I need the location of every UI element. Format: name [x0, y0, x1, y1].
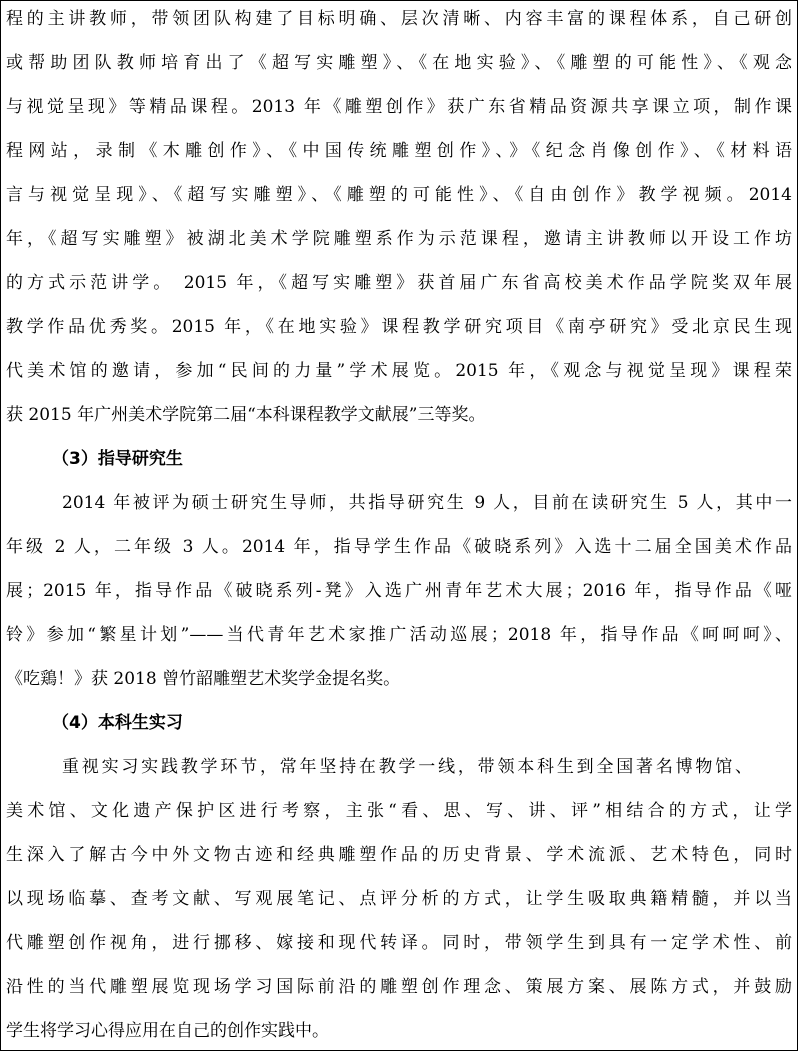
paragraph-line: 沿性的当代雕塑展览现场学习国际前沿的雕塑创作理念、策展方案、展陈方式，并鼓励: [6, 977, 792, 997]
paragraph-line: 2014 年被评为硕士研究生导师，共指导研究生 9 人，目前在读研究生 5 人，其中一: [62, 493, 792, 513]
paragraph-line: 学生将学习心得应用在自己的创作实践中。: [6, 1021, 329, 1041]
paragraph-line: 教学作品优秀奖。2015 年，《在地实验》课程教学研究项目《南亭研究》受北京民生现: [6, 317, 792, 337]
paragraph-line: 言与视觉呈现》、《超写实雕塑》、《雕塑的可能性》、《自由创作》教学视频。2014: [6, 185, 792, 205]
paragraph-line: 程的主讲教师，带领团队构建了目标明确、层次清晰、内容丰富的课程体系，自己研创: [6, 9, 792, 29]
paragraph-line: 重视实习实践教学环节，常年坚持在教学一线，带领本科生到全国著名博物馆、: [62, 757, 752, 777]
paragraph-line: 代雕塑创作视角，进行挪移、嫁接和现代转译。同时，带领学生到具有一定学术性、前: [6, 933, 792, 953]
paragraph-line: 生深入了解古今中外文物古迹和经典雕塑作品的历史背景、学术流派、艺术特色，同时: [6, 845, 792, 865]
section-heading-graduate: （3）指导研究生: [52, 449, 183, 469]
paragraph-line: 美术馆、文化遗产保护区进行考察，主张“看、思、写、讲、评”相结合的方式，让学: [6, 801, 792, 821]
paragraph-line: 的方式示范讲学。 2015 年，《超写实雕塑》获首届广东省高校美术作品学院奖双年展: [6, 273, 792, 293]
paragraph-line: 与视觉呈现》等精品课程。2013 年《雕塑创作》获广东省精品资源共享课立项，制作课: [6, 97, 792, 117]
paragraph-line: 获 2015 年广州美术学院第二届“本科课程教学文献展”三等奖。: [6, 405, 486, 425]
paragraph-line: 《吃鶏！》获 2018 曾竹韶雕塑艺术奖学金提名奖。: [6, 669, 401, 689]
paragraph-line: 以现场临摹、查考文献、写观展笔记、点评分析的方式，让学生吸取典籍精髓，并以当: [6, 889, 792, 909]
paragraph-line: 年级 2 人，二年级 3 人。2014 年，指导学生作品《破晓系列》入选十二届全国美术作品: [6, 537, 792, 557]
paragraph-line: 或帮助团队教师培育出了《超写实雕塑》、《在地实验》、《雕塑的可能性》、《观念: [6, 53, 792, 73]
section-heading-internship: （4）本科生实习: [52, 713, 183, 733]
paragraph-line: 展；2015 年，指导作品《破晓系列-凳》入选广州青年艺术大展；2016 年，指导作品《哑: [6, 581, 792, 601]
paragraph-line: 程网站，录制《木雕创作》、《中国传统雕塑创作》、》《纪念肖像创作》、《材料语: [6, 141, 792, 161]
paragraph-line: 铃》参加“繁星计划”——当代青年艺术家推广活动巡展；2018 年，指导作品《呵呵呵》、: [6, 625, 792, 645]
paragraph-line: 年，《超写实雕塑》被湖北美术学院雕塑系作为示范课程，邀请主讲教师以开设工作坊: [6, 229, 792, 249]
paragraph-line: 代美术馆的邀请，参加“民间的力量”学术展览。2015 年，《观念与视觉呈现》课程荣: [6, 361, 792, 381]
